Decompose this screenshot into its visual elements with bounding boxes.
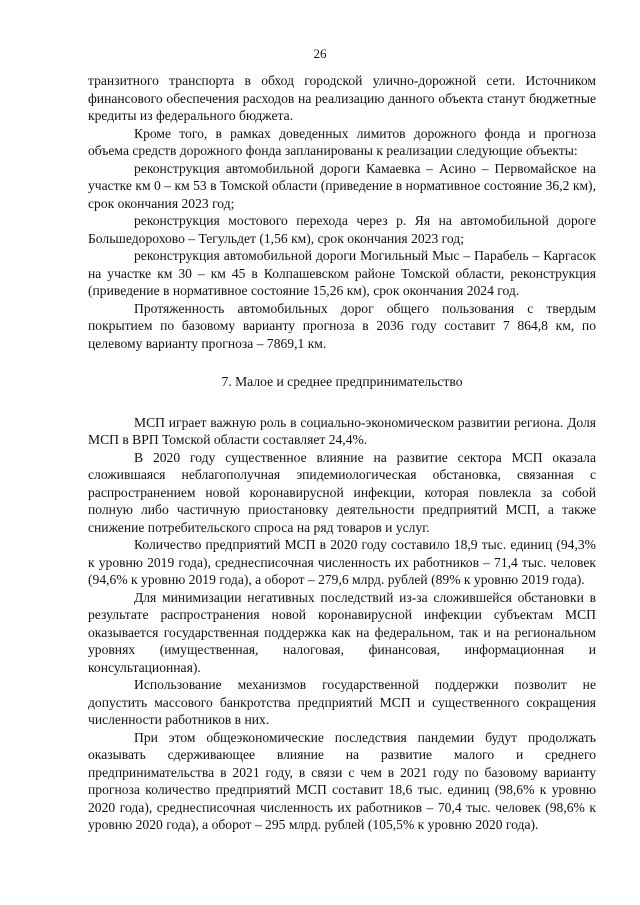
paragraph: МСП играет важную роль в социально-экономическом развитии региона. Доля МСП в ВРП Томской области составляет 24,4%. [88, 414, 596, 447]
paragraph: Протяженность автомобильных дорог общего пользования с твердым покрытием по базовому варианту прогноза в 2036 году составит 7 864,8 км, по целевому варианту прогноза – 7869,1 км. [88, 300, 596, 351]
paragraph: В 2020 году существенное влияние на развитие сектора МСП оказала сложившаяся неблагополучная эпидемиологическая обстановка, связанная с распространением новой коронавирусной инфекции, которая повлекла за собой полную либо частичную приостановку деятельности предприятий МСП, а также снижение потребительского спроса на ряд товаров и услуг. [88, 449, 596, 535]
document-body [88, 72, 596, 834]
section-heading: 7. Малое и среднее предпринимательство [221, 374, 463, 389]
paragraph: Использование механизмов государственной поддержки позволит не допустить массового банкротства предприятий МСП и существенного сокращения численности работников в них. [88, 677, 596, 727]
list-item: реконструкция мостового перехода через р. Яя на автомобильной дороге Большедорохово – Тегульдет (1,56 км), срок окончания 2023 год; [88, 213, 596, 246]
paragraph: Для минимизации негативных последствий из-за сложившейся обстановки в результате распространения новой коронавирусной инфекции субъектам МСП оказывается государственная поддержка как на федеральном, так и на региональном уровнях (имущественная, налоговая, финансовая, информационная и консультационная). [88, 589, 596, 675]
list-item: реконструкция автомобильной дороги Могильный Мыс – Парабель – Каргасок на участке км 30 – км 45 в Колпашевском районе Томской области, реконструкция (приведение в нормативное состояние 15,26 км), срок окончания 2024 год. [88, 248, 596, 298]
paragraph: Кроме того, в рамках доведенных лимитов дорожного фонда и прогноза объема средств дорожного фонда запланированы к реализации следующие объекты: [88, 125, 596, 158]
paragraph: При этом общеэкономические последствия пандемии будут продолжать оказывать сдерживающее влияние на развитие малого и среднего предпринимательства в 2021 году, в связи с чем в 2021 году по базовому варианту прогноза количество предприятий МСП составит 18,6 тыс. единиц (98,6% к уровню 2020 года), среднесписочная численность их работников – 70,4 тыс. человек (98,6% к уровню 2020 года), а оборот – 295 млрд. рублей (105,5% к уровню 2020 года). [88, 729, 596, 832]
paragraph: транзитного транспорта в обход городской улично-дорожной сети. Источником финансового обеспечения расходов на реализацию данного объекта станут бюджетные кредиты из федерального бюджета. [88, 73, 596, 123]
paragraph: Количество предприятий МСП в 2020 году составило 18,9 тыс. единиц (94,3% к уровню 2019 года), среднесписочная численность их работников – 71,4 тыс. человек (94,6% к уровню 2019 года), а оборот – 279,6 млрд. рублей (89% к уровню 2019 года). [88, 537, 596, 587]
list-item: реконструкция автомобильной дороги Камаевка – Асино – Первомайское на участке км 0 – км 53 в Томской области (приведение в нормативное состояние 36,2 км), срок окончания 2023 год; [88, 160, 596, 211]
page-number: 26 [313, 46, 327, 61]
